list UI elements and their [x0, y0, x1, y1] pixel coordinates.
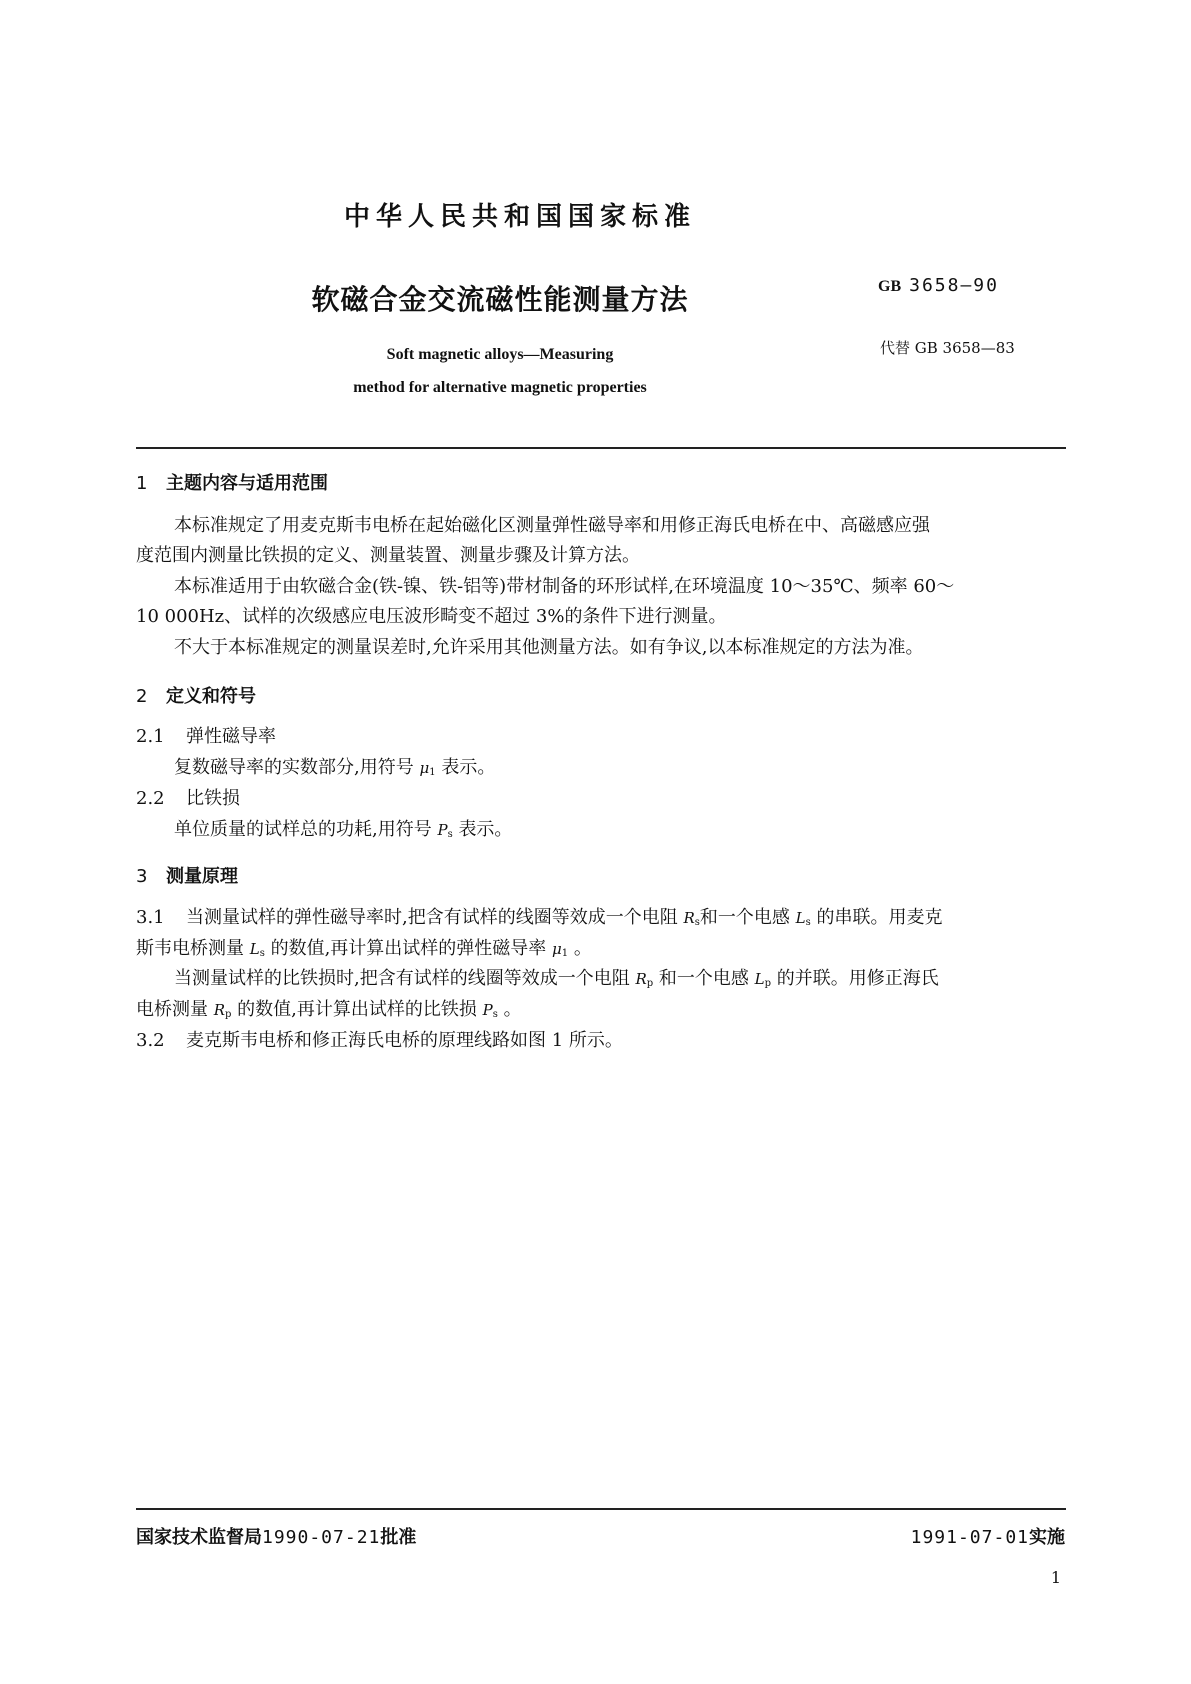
section-1-paragraph-2-line-1: 本标准适用于由软磁合金(铁-镍、铁-铝等)带材制备的环形试样,在环境温度 10～35℃、频率 60～	[174, 576, 955, 597]
subsection-2-2-text	[174, 818, 512, 847]
symbol-subscript: s	[694, 917, 700, 928]
section-1-paragraph-1-line-1: 本标准规定了用麦克斯韦电桥在起始磁化区测量弹性磁导率和用修正海氏电桥在中、高磁感应强	[174, 515, 930, 536]
replaces-standard: 代替 GB 3658—83	[880, 339, 1015, 357]
symbol-p: P	[482, 1001, 493, 1019]
text-fragment: 表示。	[458, 819, 513, 840]
document-title-english-line-2: method for alternative magnetic properties	[353, 379, 647, 396]
symbol-subscript: p	[646, 978, 654, 989]
footer-divider	[136, 1508, 1066, 1510]
section-1-paragraph-3: 不大于本标准规定的测量误差时,允许采用其他测量方法。如有争议,以本标准规定的方法为准。	[174, 637, 924, 658]
text-fragment: 的数值,再计算出试样的弹性磁导率	[270, 938, 547, 959]
symbol-subscript: p	[764, 978, 772, 989]
symbol-subscript: s	[447, 829, 453, 840]
text-fragment: 当测量试样的弹性磁导率时,把含有试样的线圈等效成一个电阻	[186, 907, 678, 928]
subsection-number: 3.1	[136, 907, 165, 928]
symbol-subscript: 1	[561, 948, 569, 959]
approval-date: 1990-07-21	[262, 1527, 381, 1548]
subsection-number: 2.2	[136, 788, 165, 809]
symbol-mu: μ	[552, 940, 562, 958]
symbol-subscript: s	[259, 948, 265, 959]
section-number: 2	[136, 686, 148, 707]
standard-prefix: GB	[878, 278, 902, 295]
header-divider	[136, 447, 1066, 449]
subsection-title: 弹性磁导率	[186, 726, 276, 747]
symbol-subscript: 1	[429, 767, 436, 778]
subsection-3-1-line-1	[136, 906, 942, 935]
section-title: 主题内容与适用范围	[166, 473, 328, 494]
document-title-english-line-1: Soft magnetic alloys—Measuring	[386, 346, 614, 363]
symbol-mu: μ	[419, 759, 430, 777]
symbol-l: L	[795, 909, 806, 927]
approval-suffix: 批准	[380, 1527, 417, 1548]
text-fragment: 斯韦电桥测量	[136, 938, 244, 959]
text-fragment: 电桥测量	[136, 999, 208, 1020]
approving-authority: 国家技术监督局	[136, 1527, 262, 1548]
text-fragment: 的数值,再计算出试样的比铁损	[237, 999, 477, 1020]
text-fragment: 复数磁导率的实数部分,用符号	[174, 757, 414, 778]
symbol-subscript: s	[805, 917, 811, 928]
text-fragment: 表示。	[441, 757, 496, 778]
effective-date: 1991-07-01	[910, 1527, 1029, 1548]
section-number: 3	[136, 866, 148, 887]
symbol-subscript: p	[225, 1009, 232, 1020]
symbol-l: L	[249, 940, 260, 958]
section-1-paragraph-2-line-2: 10 000Hz、试样的次级感应电压波形畸变不超过 3%的条件下进行测量。	[136, 606, 727, 627]
text-fragment: 和一个电感	[699, 907, 790, 928]
subsection-2-2-heading	[136, 787, 240, 811]
page-number: 1	[1050, 1568, 1061, 1587]
section-1-heading	[136, 469, 328, 495]
section-2-heading	[136, 682, 256, 708]
section-number: 1	[136, 473, 148, 494]
text-fragment: 的并联。用修正海氏	[776, 968, 939, 989]
section-title: 测量原理	[166, 866, 238, 887]
subsection-2-1-text	[174, 756, 495, 785]
approval-line	[136, 1523, 416, 1549]
text-fragment: 当测量试样的比铁损时,把含有试样的线圈等效成一个电阻	[174, 968, 630, 989]
standard-number	[878, 275, 999, 296]
subsection-2-1-heading	[136, 725, 276, 749]
symbol-p: P	[437, 821, 448, 839]
subsection-title: 比铁损	[186, 788, 240, 809]
text-fragment: 的串联。用麦克	[816, 907, 943, 928]
section-title: 定义和符号	[166, 686, 256, 707]
subsection-text: 麦克斯韦电桥和修正海氏电桥的原理线路如图 1 所示。	[186, 1030, 623, 1051]
symbol-r: R	[213, 1001, 226, 1019]
section-3-heading	[136, 862, 238, 888]
document-title-chinese: 软磁合金交流磁性能测量方法	[311, 283, 689, 316]
subsection-3-1-paragraph-2-line-1	[174, 967, 939, 996]
symbol-subscript: s	[492, 1009, 498, 1020]
text-fragment: 。	[573, 938, 592, 959]
national-standard-heading: 中华人民共和国国家标准	[343, 202, 696, 232]
symbol-r: R	[683, 909, 695, 927]
subsection-3-1-paragraph-2-line-2	[136, 998, 522, 1027]
subsection-number: 2.1	[136, 726, 165, 747]
subsection-number: 3.2	[136, 1030, 165, 1051]
symbol-l: L	[754, 970, 765, 988]
effective-suffix: 实施	[1029, 1527, 1065, 1548]
standard-code: 3658—90	[909, 275, 999, 296]
text-fragment: 和一个电感	[658, 968, 749, 989]
effective-line	[911, 1523, 1065, 1549]
text-fragment: 。	[503, 999, 522, 1020]
text-fragment: 单位质量的试样总的功耗,用符号	[174, 819, 432, 840]
subsection-3-2	[136, 1029, 623, 1053]
symbol-r: R	[635, 970, 647, 988]
section-1-paragraph-1-line-2: 度范围内测量比铁损的定义、测量装置、测量步骤及计算方法。	[136, 545, 640, 566]
subsection-3-1-line-2	[136, 937, 592, 966]
